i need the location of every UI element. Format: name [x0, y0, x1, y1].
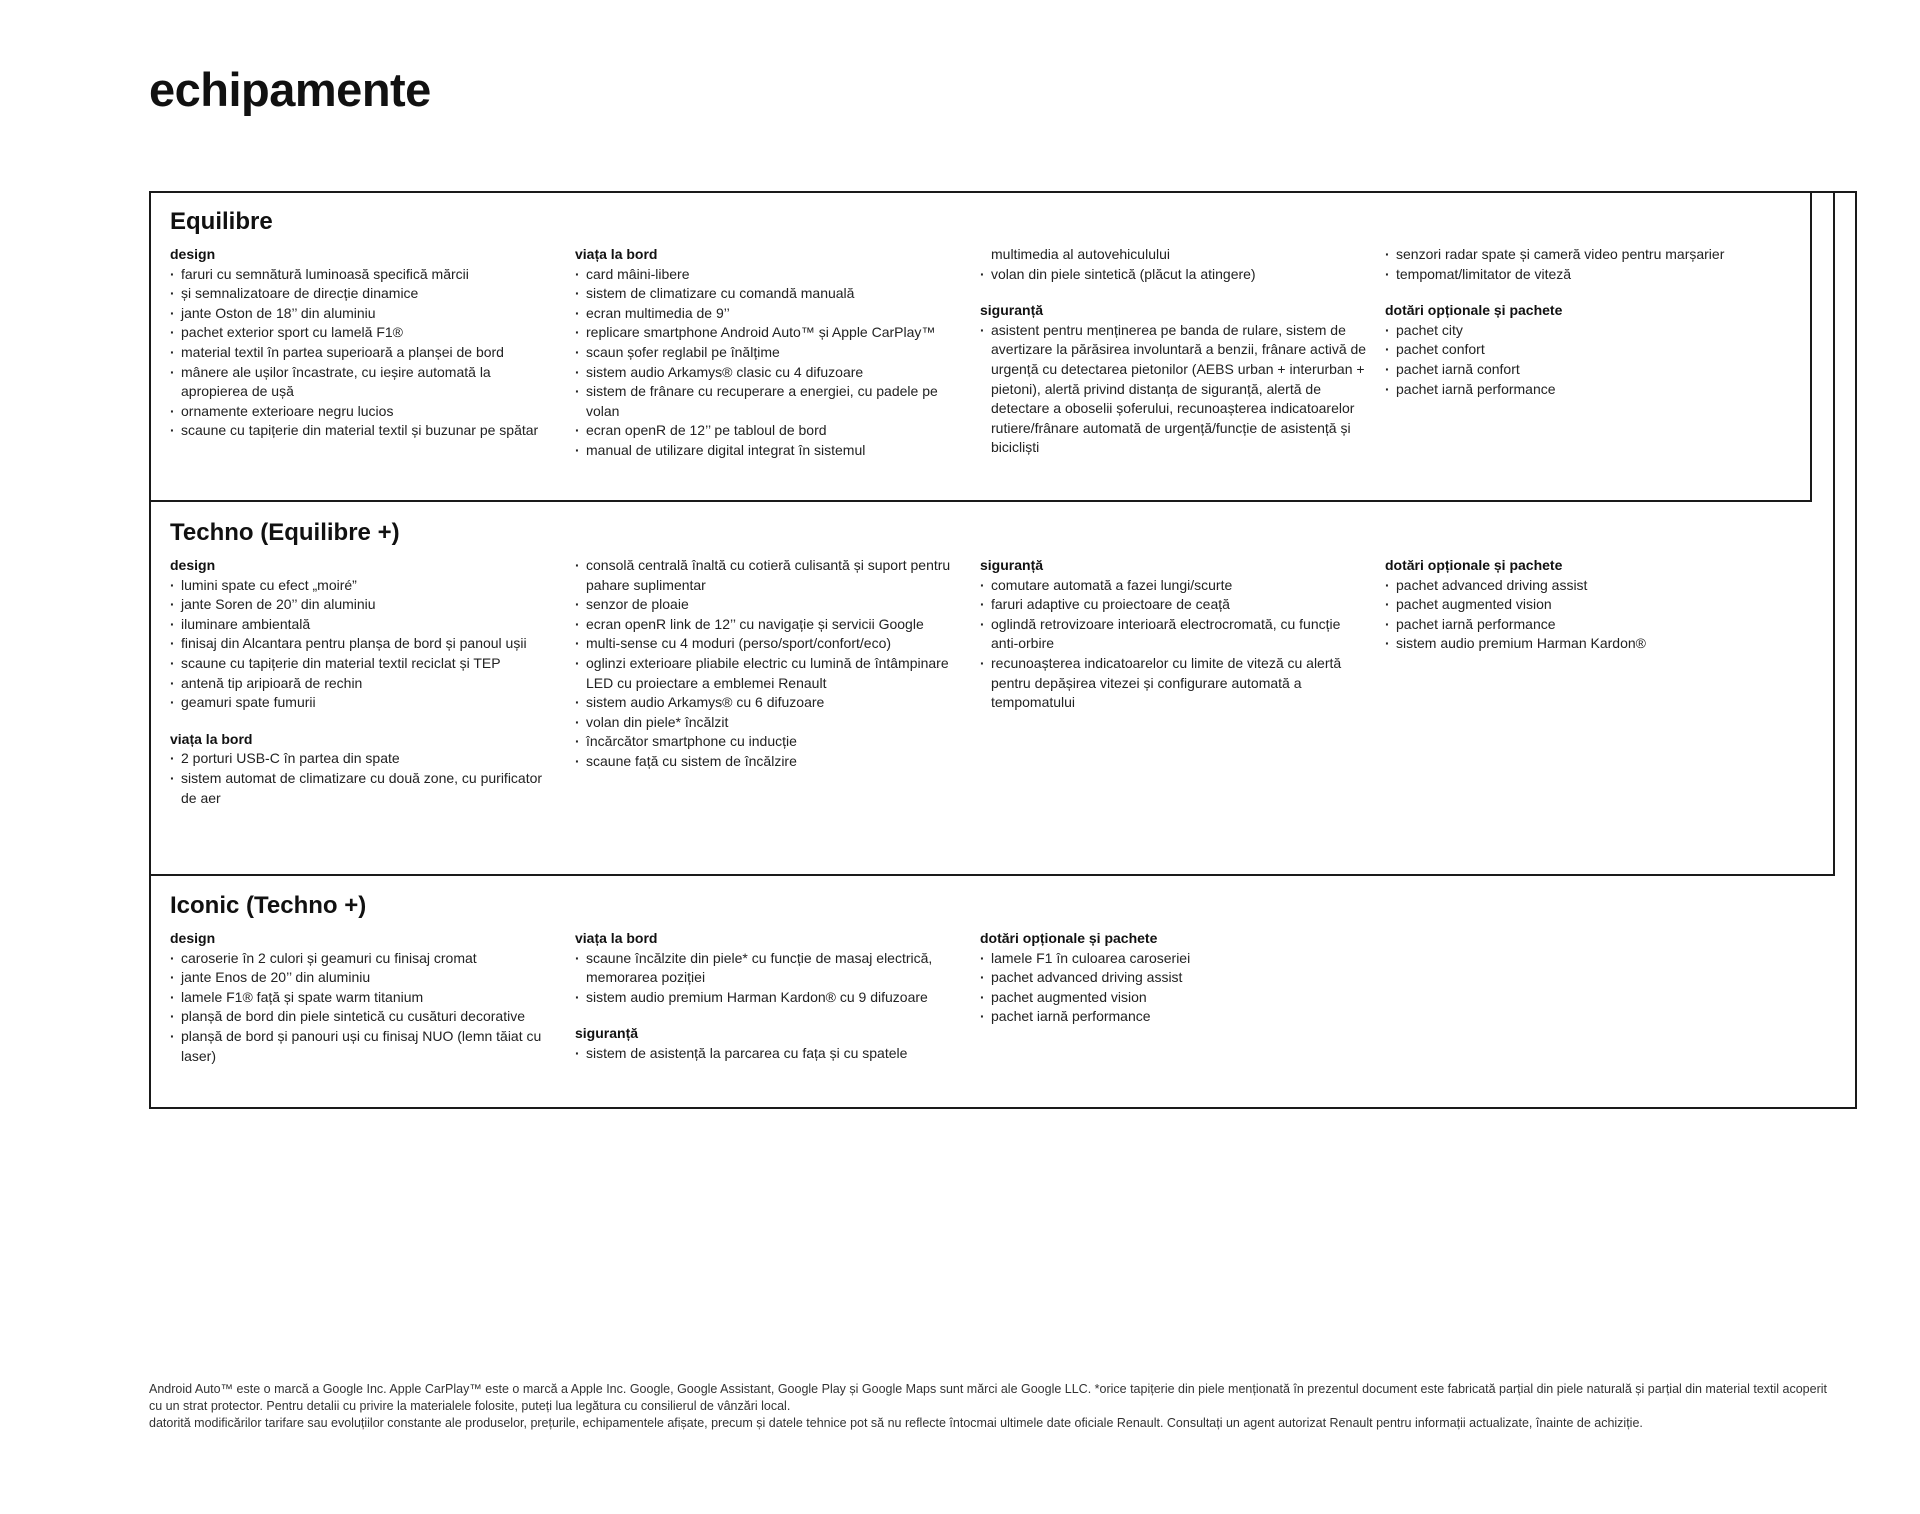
equipment-group — [170, 245, 560, 441]
section-columns — [170, 556, 1810, 816]
section-equilibre — [170, 205, 1810, 505]
list-item: · tempomat/limitator de viteză — [1385, 265, 1775, 285]
group-title: siguranță — [980, 302, 1044, 319]
list-item: · ecran multimedia de 9’’ — [575, 304, 965, 324]
equipment-list — [1385, 245, 1775, 284]
list-item: · antenă tip aripioară de rechin — [170, 674, 560, 694]
equipment-list — [1385, 321, 1775, 399]
column — [575, 245, 965, 461]
list-item: · pachet city — [1385, 321, 1775, 341]
equipment-group — [980, 301, 1370, 458]
list-item: · volan din piele sintetică (plăcut la atingere) — [980, 265, 1370, 285]
equipment-group — [575, 556, 965, 772]
section-techno — [170, 516, 1810, 816]
group-title: design — [170, 246, 216, 262]
group-title: design — [170, 930, 216, 946]
section-iconic — [170, 889, 1810, 1189]
column — [1385, 556, 1775, 654]
section-title: Techno (Equilibre +) — [170, 519, 400, 546]
list-item: · sistem de frânare cu recuperare a energiei, cu padele pe volan — [575, 382, 965, 421]
equipment-list — [980, 949, 1370, 1027]
list-item: · faruri cu semnătură luminoasă specifică mărcii — [170, 265, 560, 285]
list-item: · card mâini-libere — [575, 265, 965, 285]
column — [170, 929, 560, 1066]
list-item: · senzori radar spate și cameră video pentru marșarier — [1385, 245, 1775, 265]
column — [170, 245, 560, 441]
group-title: design — [170, 557, 216, 573]
list-item: · consolă centrală înaltă cu cotieră culisantă și suport pentru pahare suplimentar — [575, 556, 965, 595]
list-item: · finisaj din Alcantara pentru planșa de bord și panoul ușii — [170, 634, 560, 654]
list-item: · faruri adaptive cu proiectoare de ceață — [980, 595, 1370, 615]
list-item: · recunoașterea indicatoarelor cu limite de viteză cu alertă pentru depășirea vitezei și configurare automată a tempomatului — [980, 654, 1370, 713]
list-item: · pachet augmented vision — [1385, 595, 1775, 615]
list-item: · scaun șofer reglabil pe înălțime — [575, 343, 965, 363]
equipment-list — [980, 245, 1370, 284]
list-item: · senzor de ploaie — [575, 595, 965, 615]
column — [980, 556, 1370, 713]
list-item: · încărcător smartphone cu inducție — [575, 732, 965, 752]
list-item: · mânere ale ușilor încastrate, cu ieșire automată la apropierea de ușă — [170, 363, 560, 402]
list-item: · pachet iarnă performance — [1385, 615, 1775, 635]
list-item: · replicare smartphone Android Auto™ și Apple CarPlay™ — [575, 323, 965, 343]
list-item: · geamuri spate fumurii — [170, 693, 560, 713]
list-item: · 2 porturi USB-C în partea din spate — [170, 749, 560, 769]
list-item: · scaune față cu sistem de încălzire — [575, 752, 965, 772]
group-title: siguranță — [575, 1025, 639, 1042]
column — [575, 556, 965, 772]
column — [170, 556, 560, 808]
list-item: · material textil în partea superioară a planșei de bord — [170, 343, 560, 363]
column — [980, 245, 1370, 458]
list-item: · scaune cu tapițerie din material textil și buzunar pe spătar — [170, 421, 560, 441]
page-title: echipamente — [149, 63, 431, 116]
group-title: viața la bord — [575, 930, 658, 946]
equipment-list — [980, 576, 1370, 713]
list-item: · asistent pentru menținerea pe banda de rulare, sistem de avertizare la părăsirea involuntară a benzii, frânare activă de urgență cu detectarea pietonilor (AEBS urban + interurban + pietoni), alertă privind distanța de siguranță, alertă de detectare a oboselii șoferului, recunoașterea indicatoarelor rutiere/frânare automată de urgență/funcție de asistență și bicicliști — [980, 321, 1370, 458]
equipment-list — [170, 749, 560, 808]
section-columns — [170, 245, 1810, 505]
list-item: · planșă de bord și panouri uși cu finisaj NUO (lemn tăiat cu laser) — [170, 1027, 560, 1066]
list-item: · pachet iarnă performance — [980, 1007, 1370, 1027]
list-item: · pachet exterior sport cu lamelă F1® — [170, 323, 560, 343]
list-item: · și semnalizatoare de direcție dinamice — [170, 284, 560, 304]
list-item: · lamele F1® față și spate warm titanium — [170, 988, 560, 1008]
section-columns — [170, 929, 1810, 1189]
group-title: siguranță — [980, 557, 1044, 573]
equipment-list — [170, 576, 560, 713]
equipment-group — [170, 730, 560, 808]
equipment-group — [980, 245, 1370, 284]
equipment-list — [170, 949, 560, 1067]
equipment-group — [575, 245, 965, 461]
list-item: · sistem automat de climatizare cu două zone, cu purificator de aer — [170, 769, 560, 808]
column — [575, 929, 965, 1064]
equipment-list — [575, 556, 965, 772]
list-item: · scaune încălzite din piele* cu funcție de masaj electrică, memorarea poziției — [575, 949, 965, 988]
list-item: · iluminare ambientală — [170, 615, 560, 635]
group-title: dotări opționale și pachete — [1385, 557, 1563, 573]
list-item: · oglindă retrovizoare interioară electrocromată, cu funcție anti-orbire — [980, 615, 1370, 654]
list-item: · sistem de climatizare cu comandă manuală — [575, 284, 965, 304]
list-item: · pachet confort — [1385, 340, 1775, 360]
list-item: · ecran openR link de 12’’ cu navigație și servicii Google — [575, 615, 965, 635]
section-title: Equilibre — [170, 208, 273, 235]
column — [1385, 245, 1775, 399]
equipment-list — [575, 265, 965, 461]
list-item: · pachet advanced driving assist — [1385, 576, 1775, 596]
equipment-list — [170, 265, 560, 441]
equipment-group — [1385, 301, 1775, 399]
equipment-group — [575, 929, 965, 1007]
group-title: dotări opționale și pachete — [1385, 302, 1563, 319]
list-item: · jante Enos de 20’’ din aluminiu — [170, 968, 560, 988]
equipment-group — [980, 556, 1370, 713]
equipment-list — [575, 1044, 965, 1064]
list-item: · sistem audio Arkamys® cu 6 difuzoare — [575, 693, 965, 713]
list-item: · comutare automată a fazei lungi/scurte — [980, 576, 1370, 596]
section-title: Iconic (Techno +) — [170, 892, 367, 919]
footnote — [149, 1381, 1839, 1432]
list-item: · pachet iarnă performance — [1385, 380, 1775, 400]
equipment-group — [170, 556, 560, 713]
list-item: · ecran openR de 12’’ pe tabloul de bord — [575, 421, 965, 441]
list-item: · lumini spate cu efect „moiré” — [170, 576, 560, 596]
list-item: · sistem audio premium Harman Kardon® cu 9 difuzoare — [575, 988, 965, 1008]
group-title: viața la bord — [575, 246, 658, 262]
equipment-group — [980, 929, 1370, 1027]
group-title: dotări opționale și pachete — [980, 930, 1158, 946]
list-item: · jante Soren de 20’’ din aluminiu — [170, 595, 560, 615]
equipment-group — [1385, 245, 1775, 284]
equipment-list — [575, 949, 965, 1008]
list-item: · lamele F1 în culoarea caroseriei — [980, 949, 1370, 969]
list-item: · pachet iarnă confort — [1385, 360, 1775, 380]
list-item: · volan din piele* încălzit — [575, 713, 965, 733]
footnote-trademarks: Android Auto™ este o marcă a Google Inc. Apple CarPlay™ este o marcă a Apple Inc. Google, Google Assistant, Google Play și Google Maps sunt mărci ale Google LLC. *orice tapițerie din piele menționată în prezentul document este fabricată parțial din piele naturală și parțial din material textil acoperit cu un strat protector. Pentru detalii cu privire la materialele folosite, puteți lua legătura cu consilierul de vânzări local. — [149, 1382, 1828, 1413]
list-item: · oglinzi exterioare pliabile electric cu lumină de întâmpinare LED cu proiectare a emblemei Renault — [575, 654, 965, 693]
list-item: · manual de utilizare digital integrat în sistemul — [575, 441, 965, 461]
list-item: · caroserie în 2 culori și geamuri cu finisaj cromat — [170, 949, 560, 969]
equipment-list — [1385, 576, 1775, 654]
group-title: viața la bord — [170, 730, 253, 747]
list-item: · sistem audio Arkamys® clasic cu 4 difuzoare — [575, 363, 965, 383]
list-item: · ornamente exterioare negru lucios — [170, 402, 560, 422]
list-item: · pachet advanced driving assist — [980, 968, 1370, 988]
equipment-group — [170, 929, 560, 1066]
equipment-group — [575, 1024, 965, 1063]
list-item: · jante Oston de 18’’ din aluminiu — [170, 304, 560, 324]
equipment-group — [1385, 556, 1775, 654]
list-item: · multi-sense cu 4 moduri (perso/sport/confort/eco) — [575, 634, 965, 654]
list-item: · scaune cu tapițerie din material textil reciclat și TEP — [170, 654, 560, 674]
list-item: multimedia al autovehiculului — [991, 246, 1170, 262]
column — [980, 929, 1370, 1027]
list-item: · planșă de bord din piele sintetică cu cusături decorative — [170, 1007, 560, 1027]
footnote-disclaimer: datorită modificărilor tarifare sau evoluțiilor constante ale produselor, prețurile, echipamentele afișate, precum și datele tehnice pot să nu reflecte întocmai ultimele date oficiale Renault. Consultați un agent autorizat Renault pentru informații actualizate, înainte de achiziție. — [149, 1416, 1643, 1430]
equipment-list — [980, 321, 1370, 458]
list-item: · pachet augmented vision — [980, 988, 1370, 1008]
list-item: · sistem de asistență la parcarea cu fața și cu spatele — [575, 1044, 965, 1064]
list-item: · sistem audio premium Harman Kardon® — [1385, 634, 1775, 654]
